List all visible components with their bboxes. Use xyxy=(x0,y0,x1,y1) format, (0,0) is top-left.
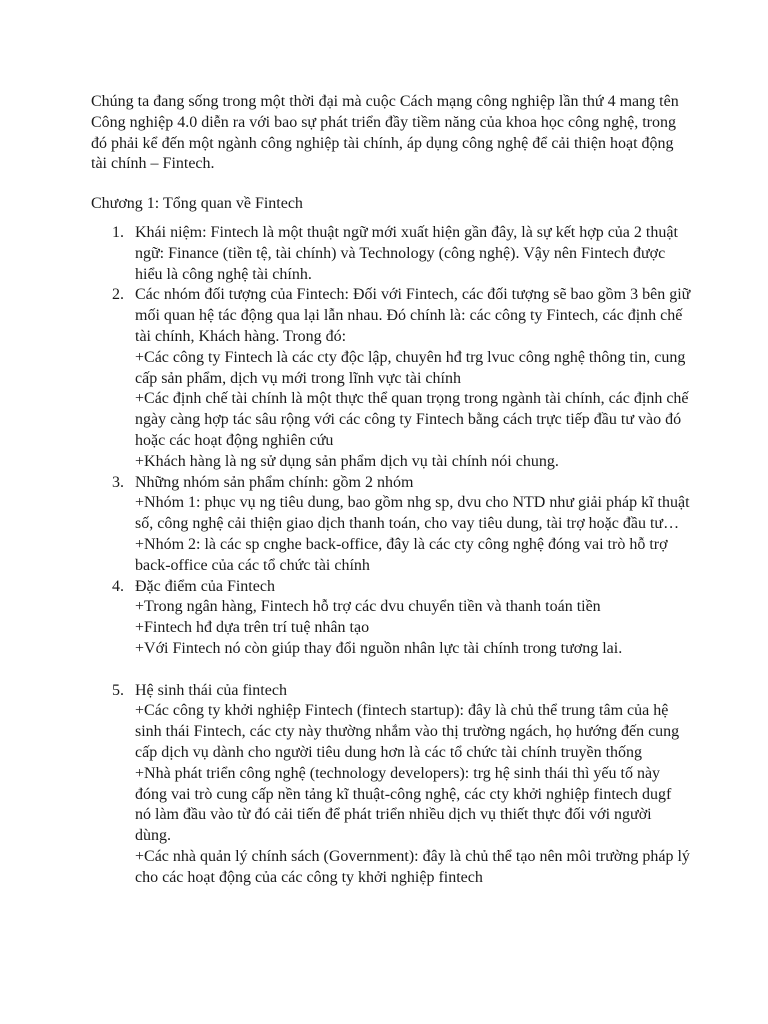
sub-point: +Các công ty Fintech là các cty độc lập, chuyên hđ trg lvuc công nghệ thông tin, cung cấp sản phẩm, dịch vụ mới trong lĩnh vực tài chính xyxy=(135,348,686,387)
list-item xyxy=(91,577,691,681)
list-item-text: Hệ sinh thái của fintech xyxy=(135,681,287,699)
sub-point: +Trong ngân hàng, Fintech hỗ trợ các dvu chuyển tiền và thanh toán tiền xyxy=(135,598,601,616)
sub-point: +Nhóm 2: là các sp cnghe back-office, đây là các cty công nghệ đóng vai trò hỗ trợ back-office của các tổ chức tài chính xyxy=(135,535,668,574)
list-item-text: Khái niệm: Fintech là một thuật ngữ mới xuất hiện gần đây, là sự kết hợp của 2 thuật ngữ: Finance (tiền tệ, tài chính) và Technology (công nghệ). Vậy nên Fintech được hiểu là công nghệ tài chính. xyxy=(135,223,678,283)
sub-point: +Nhóm 1: phục vụ ng tiêu dung, bao gồm nhg sp, dvu cho NTD như giải pháp kĩ thuật số, công nghệ cải thiện giao dịch thanh toán, cho vay tiêu dung, tài trợ hoặc đầu tư… xyxy=(135,494,690,533)
list-number: 4. xyxy=(112,577,124,595)
list-item xyxy=(91,473,691,577)
sub-point: +Các công ty khởi nghiệp Fintech (fintech startup): đây là chủ thể trung tâm của hệ sinh thái Fintech, các cty này thường nhắm vào thị trường ngách, họ hướng đến cung cấp dịch vụ dành cho người tiêu dung hơn là các tổ chức tài chính truyền thống xyxy=(135,702,680,761)
list-number: 2. xyxy=(112,286,124,304)
sub-point: +Khách hàng là ng sử dụng sản phẩm dịch vụ tài chính nói chung. xyxy=(135,452,559,470)
sub-point: +Với Fintech nó còn giúp thay đổi nguồn nhân lực tài chính trong tương lai. xyxy=(135,639,623,657)
blank-line xyxy=(135,660,691,681)
intro-paragraph: Chúng ta đang sống trong một thời đại mà cuộc Cách mạng công nghiệp lần thứ 4 mang tên Công nghiệp 4.0 diễn ra với bao sự phát triển đầy tiềm năng của khoa học công nghệ, trong đó phải kể đến một ngành công nghiệp tài chính, áp dụng công nghệ để cải thiện hoạt động tài chính – Fintech. xyxy=(91,93,679,173)
sub-point: +Fintech hđ dựa trên trí tuệ nhân tạo xyxy=(135,619,370,637)
sub-point: +Các nhà quản lý chính sách (Government): đây là chủ thể tạo nên môi trường pháp lý cho các hoạt động của các công ty khởi nghiệp fintech xyxy=(135,847,690,886)
list-item xyxy=(91,285,691,472)
list-item-text: Các nhóm đối tượng của Fintech: Đối với Fintech, các đối tượng sẽ bao gồm 3 bên giữ mối quan hệ tác động qua lại lẫn nhau. Đó chính là: các công ty Fintech, các định chế tài chính, Khách hàng. Trong đó: xyxy=(135,286,691,345)
list-item xyxy=(91,681,691,889)
list-item xyxy=(91,223,691,285)
list-number: 1. xyxy=(112,223,124,241)
document-page xyxy=(91,92,691,888)
section-list xyxy=(91,223,691,889)
sub-point: +Nhà phát triển công nghệ (technology developers): trg hệ sinh thái thì yếu tố này đóng vai trò cung cấp nền tảng kĩ thuật-công nghệ, các cty khởi nghiệp fintech dugf nó làm đầu vào từ đó cải tiến để phát triển nhiều dịch vụ thiết thực đối với người dùng. xyxy=(135,764,672,845)
sub-point: +Các định chế tài chính là một thực thể quan trọng trong ngành tài chính, các định chế ngày càng hợp tác sâu rộng với các công ty Fintech bằng cách trực tiếp đầu tư vào đó hoặc các hoạt động nghiên cứu xyxy=(135,390,689,449)
list-item-text: Những nhóm sản phẩm chính: gồm 2 nhóm xyxy=(135,473,414,491)
list-number: 5. xyxy=(112,681,124,699)
list-item-text: Đặc điểm của Fintech xyxy=(135,577,275,595)
chapter-heading: Chương 1: Tổng quan về Fintech xyxy=(91,195,303,213)
list-number: 3. xyxy=(112,473,124,491)
